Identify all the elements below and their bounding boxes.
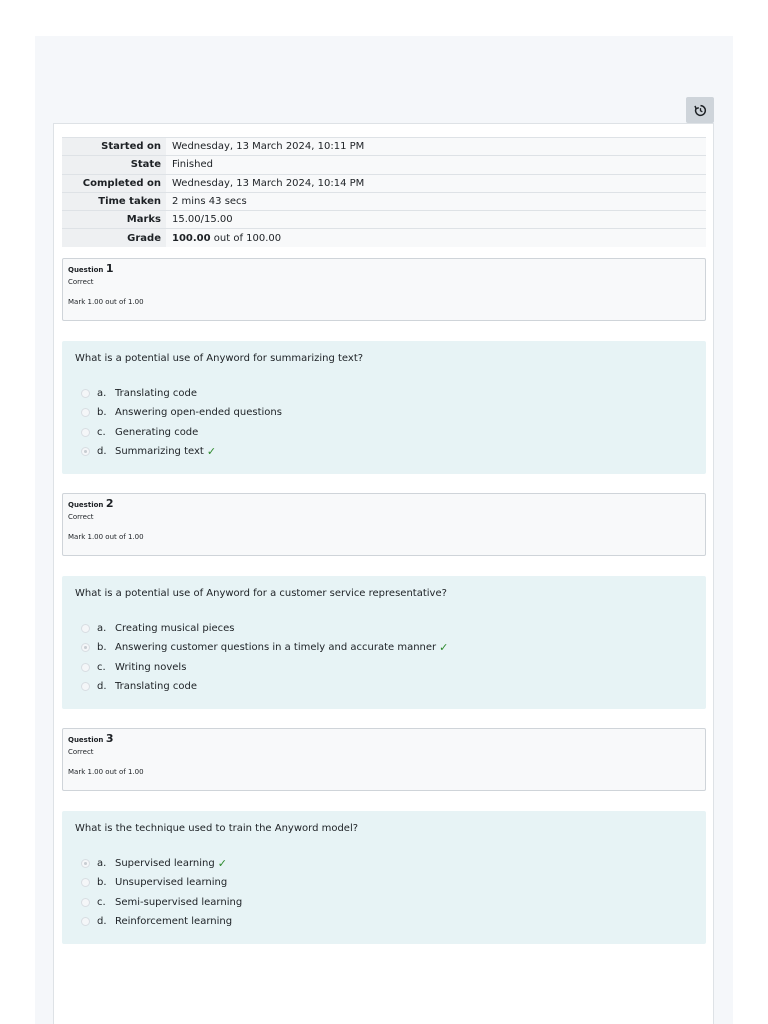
answer-option[interactable]: [75, 873, 693, 892]
question-state: Correct: [68, 513, 94, 521]
summary-label: Time taken: [62, 192, 166, 210]
grade-score: 100.00: [172, 232, 211, 244]
question-text: What is the technique used to train the Anyword model?: [75, 823, 359, 834]
summary-label: Started on: [62, 138, 166, 156]
answer-text: Semi-supervised learning: [115, 896, 243, 908]
answer-option[interactable]: [75, 893, 693, 912]
question-prefix: Question: [68, 501, 104, 509]
answer-letter: a.: [97, 858, 107, 870]
question-state: Correct: [68, 278, 94, 286]
summary-label: Marks: [62, 211, 166, 229]
answer-letter: d.: [97, 916, 107, 928]
question-mark: Mark 1.00 out of 1.00: [68, 298, 144, 306]
answer-letter: c.: [97, 661, 106, 673]
question-text: What is a potential use of Anyword for summarizing text?: [75, 353, 364, 364]
radio-button[interactable]: [81, 682, 90, 691]
summary-row-completed: [62, 174, 706, 192]
summary-value: 15.00/15.00: [166, 211, 706, 229]
question-info-3: [62, 728, 706, 791]
radio-button[interactable]: [81, 428, 90, 437]
answer-text: Creating musical pieces: [115, 623, 235, 635]
answer-text: Supervised learning: [115, 858, 215, 870]
radio-button[interactable]: [81, 878, 90, 887]
answer-option[interactable]: [75, 677, 693, 696]
answer-text: Answering customer questions in a timely and accurate manner: [115, 642, 437, 654]
answer-option[interactable]: [75, 423, 693, 442]
answer-letter: a.: [97, 623, 107, 635]
question-info-2: [62, 493, 706, 556]
summary-value: [166, 229, 706, 247]
answer-text: Summarizing text: [115, 446, 204, 458]
summary-value: Finished: [166, 156, 706, 174]
answer-option[interactable]: [75, 442, 693, 461]
summary-row-marks: [62, 211, 706, 229]
question-content-2: [62, 576, 706, 709]
summary-row-started: [62, 138, 706, 156]
question-state: Correct: [68, 748, 94, 756]
question-content-3: [62, 811, 706, 944]
question-text: What is a potential use of Anyword for a customer service representative?: [75, 588, 447, 599]
answer-text: Writing novels: [115, 661, 187, 673]
radio-button[interactable]: [81, 408, 90, 417]
answer-option[interactable]: [75, 658, 693, 677]
question-mark: Mark 1.00 out of 1.00: [68, 768, 144, 776]
summary-value: Wednesday, 13 March 2024, 10:14 PM: [166, 174, 706, 192]
answer-list: [75, 619, 693, 696]
review-history-button[interactable]: [686, 97, 714, 123]
question-prefix: Question: [68, 736, 104, 744]
answer-text: Translating code: [115, 681, 198, 693]
radio-button[interactable]: [81, 663, 90, 672]
check-icon: ✓: [206, 445, 217, 459]
question-content-1: [62, 341, 706, 474]
summary-value: 2 mins 43 secs: [166, 192, 706, 210]
answer-letter: d.: [97, 446, 107, 458]
summary-row-time-taken: [62, 192, 706, 210]
answer-option[interactable]: [75, 854, 693, 873]
radio-button[interactable]: [81, 389, 90, 398]
radio-button[interactable]: [81, 624, 90, 633]
answer-letter: c.: [97, 896, 106, 908]
answer-option[interactable]: [75, 912, 693, 931]
answer-text: Translating code: [115, 388, 198, 400]
grade-total: out of 100.00: [213, 232, 282, 244]
answer-letter: b.: [97, 877, 107, 889]
question-info-1: [62, 258, 706, 321]
question-number-value: 2: [105, 497, 114, 510]
summary-label: Grade: [62, 229, 166, 247]
answer-letter: b.: [97, 642, 107, 654]
radio-button-selected[interactable]: [81, 643, 90, 652]
check-icon: ✓: [217, 857, 227, 871]
answer-list: [75, 384, 693, 461]
answer-text: Generating code: [115, 426, 199, 438]
summary-label: State: [62, 156, 166, 174]
answer-option[interactable]: [75, 638, 693, 657]
answer-letter: c.: [97, 426, 106, 438]
summary-value: Wednesday, 13 March 2024, 10:11 PM: [166, 138, 706, 156]
answer-option[interactable]: [75, 384, 693, 403]
summary-row-state: [62, 156, 706, 174]
answer-text: Unsupervised learning: [115, 877, 228, 889]
answer-option[interactable]: [75, 403, 693, 422]
answer-letter: d.: [97, 681, 107, 693]
question-prefix: Question: [68, 266, 104, 274]
question-mark: Mark 1.00 out of 1.00: [68, 533, 144, 541]
question-number: [68, 497, 700, 512]
radio-button-selected[interactable]: [81, 447, 90, 456]
answer-letter: b.: [97, 407, 107, 419]
history-icon: [694, 104, 707, 117]
question-number-value: 3: [105, 732, 114, 745]
summary-row-grade: [62, 229, 706, 247]
check-icon: ✓: [439, 641, 449, 655]
answer-text: Reinforcement learning: [115, 916, 233, 928]
answer-text: Answering open-ended questions: [115, 407, 282, 419]
question-number: [68, 732, 700, 747]
summary-label: Completed on: [62, 174, 166, 192]
question-number-value: 1: [105, 262, 114, 275]
radio-button[interactable]: [81, 898, 90, 907]
radio-button-selected[interactable]: [81, 859, 90, 868]
attempt-summary-table: [62, 137, 706, 248]
answer-letter: a.: [97, 388, 107, 400]
question-number: [68, 262, 700, 277]
answer-list: [75, 854, 693, 931]
radio-button[interactable]: [81, 917, 90, 926]
answer-option[interactable]: [75, 619, 693, 638]
